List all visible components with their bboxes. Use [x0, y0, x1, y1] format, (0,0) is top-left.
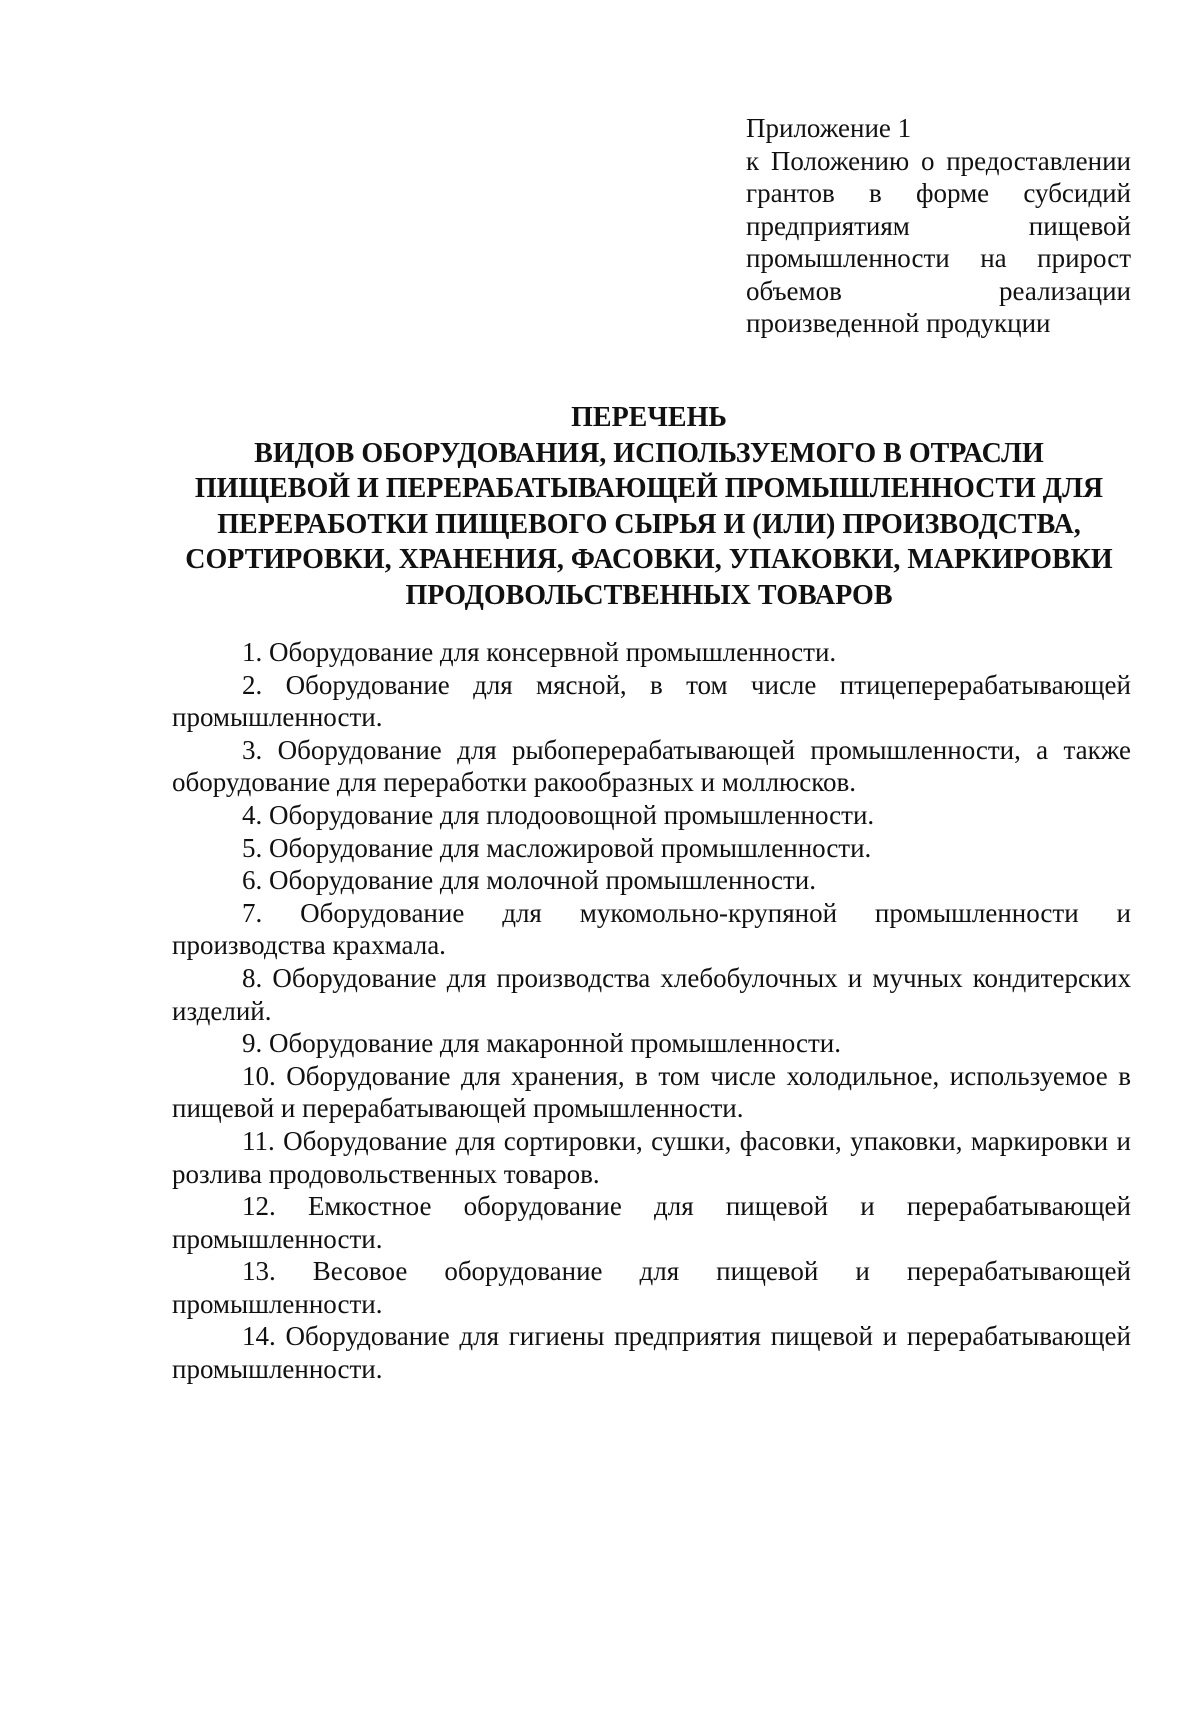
title-line: ПЕРЕРАБОТКИ ПИЩЕВОГО СЫРЬЯ И (ИЛИ) ПРОИЗВОДСТВА, — [217, 508, 1081, 540]
list-item-13: 13. Весовое оборудование для пищевой и перерабатывающей промышленности. — [172, 1256, 1131, 1319]
list-item-2: 2. Оборудование для мясной, в том числе птицеперерабатывающей промышленности. — [172, 669, 1131, 733]
title-line: СОРТИРОВКИ, ХРАНЕНИЯ, ФАСОВКИ, УПАКОВКИ, МАРКИРОВКИ — [185, 544, 1113, 575]
list-item-4: 4. Оборудование для плодоовощной промышленности. — [242, 799, 875, 830]
title-line: ПЕРЕЧЕНЬ — [571, 402, 727, 433]
list-item-14: 14. Оборудование для гигиены предприятия пищевой и перерабатывающей промышленности. — [172, 1321, 1131, 1385]
appendix-note — [746, 112, 1131, 340]
title-line: ПИЩЕВОЙ И ПЕРЕРАБАТЫВАЮЩЕЙ ПРОМЫШЛЕННОСТИ ДЛЯ — [194, 473, 1104, 504]
list-item-8: 8. Оборудование для производства хлебобулочных и мучных кондитерских изделий. — [172, 962, 1131, 1026]
list-item-7: 7. Оборудование для мукомольно-крупяной промышленности и производства крахмала. — [172, 897, 1131, 961]
list-item-3: 3. Оборудование для рыбоперерабатывающей промышленности, а также оборудование для переработки ракообразных и моллюсков. — [172, 734, 1131, 798]
list-item-12: 12. Емкостное оборудование для пищевой и перерабатывающей промышленности. — [172, 1191, 1131, 1254]
list-item-6: 6. Оборудование для молочной промышленности. — [242, 865, 817, 896]
list-item-11: 11. Оборудование для сортировки, сушки, фасовки, упаковки, маркировки и розлива продовольственных товаров. — [172, 1125, 1131, 1189]
list-item-10: 10. Оборудование для хранения, в том числе холодильное, используемое в пищевой и перерабатывающей промышленности. — [172, 1060, 1131, 1124]
appendix-number: Приложение 1 — [746, 113, 912, 143]
list-item-5: 5. Оборудование для масложировой промышленности. — [242, 832, 872, 863]
list-item-1: 1. Оборудование для консервной промышленности. — [242, 637, 837, 667]
title-line: ВИДОВ ОБОРУДОВАНИЯ, ИСПОЛЬЗУЕМОГО В ОТРАСЛИ — [254, 437, 1044, 469]
appendix-reference: к Положению о предоставлении грантов в форме субсидий предприятиям пищевой промышленности на прирост объемов реализации произведенной продукции — [746, 145, 1131, 338]
list-item-9: 9. Оборудование для макаронной промышленности. — [242, 1028, 841, 1059]
equipment-list — [172, 636, 1131, 1386]
title-line: ПРОДОВОЛЬСТВЕННЫХ ТОВАРОВ — [405, 579, 893, 611]
document-title — [150, 400, 1148, 613]
